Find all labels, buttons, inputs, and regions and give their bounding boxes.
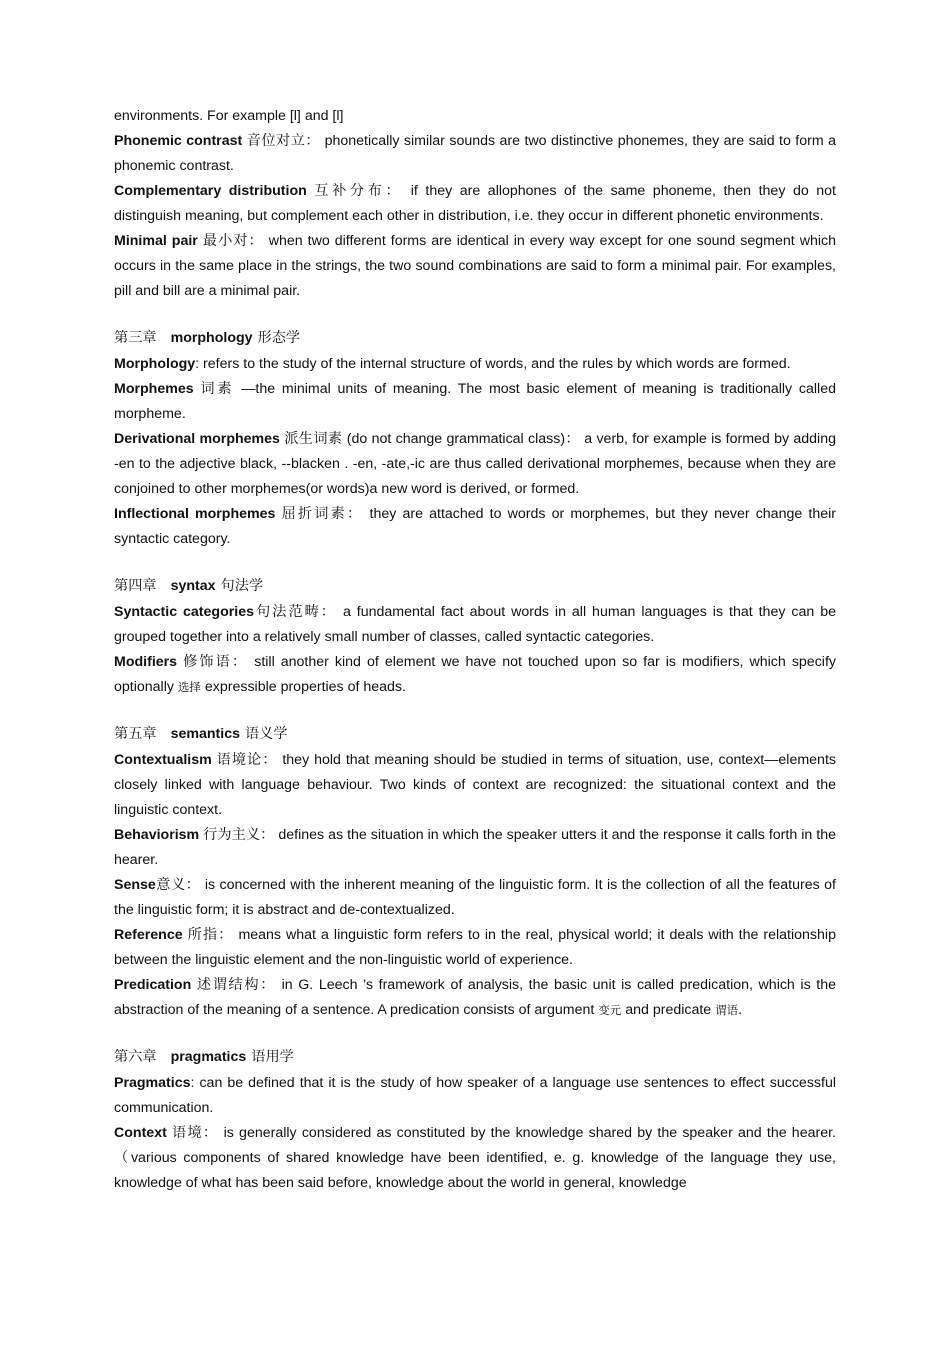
term: Minimal pair	[114, 233, 198, 249]
entry-morphology	[114, 352, 836, 377]
definition: still another kind of element we have not touched upon so far is modifiers, which specify optionally	[114, 654, 836, 695]
definition: : refers to the study of the internal structure of words, and the rules by which words are formed.	[195, 356, 791, 372]
chapter-title-en: morphology	[170, 330, 253, 346]
term-zh: 派生词素	[284, 431, 343, 447]
entry-modifiers	[114, 650, 836, 700]
entry-pragmatics	[114, 1071, 836, 1121]
term: Modifiers	[114, 654, 178, 670]
term: Morphology	[114, 356, 196, 372]
term-zh: 语境：	[172, 1125, 219, 1141]
term-zh: 修饰语：	[183, 654, 249, 670]
term-zh: 语境论：	[216, 752, 278, 768]
chapter-heading-5	[114, 722, 836, 747]
definition: if they are allophones of the same phoneme, then they do not distinguish meaning, but complement each other in distribution, i.e. they occur in different phonetic environments.	[114, 183, 836, 224]
term-zh: 述谓结构：	[196, 977, 277, 993]
definition-end: .	[738, 1002, 743, 1018]
entry-context	[114, 1121, 836, 1196]
definition: is generally considered as constituted by the knowledge shared by the speaker and the hearer.（various components of shared knowledge have been identified, e. g. knowledge of the language they use, knowledge of what has been said before, knowledge about the world in general, knowledge	[114, 1125, 836, 1191]
entry-contextualism	[114, 748, 836, 823]
chapter-title-zh: 语用学	[251, 1049, 294, 1065]
term: Syntactic categories	[114, 604, 255, 620]
definition: phonetically similar sounds are two distinctive phonemes, they are said to form a phonemic contrast.	[114, 133, 837, 174]
term-zh: 词素	[200, 381, 235, 397]
chapter-title-zh: 语义学	[244, 726, 288, 742]
chapter-title-en: semantics	[170, 726, 240, 742]
definition: they hold that meaning should be studied in terms of situation, use, context—elements closely linked with language behaviour. Two kinds of context are recognized: the situational context and the linguistic context.	[114, 752, 836, 818]
term: Phonemic contrast	[114, 133, 243, 149]
definition-continued: expressible properties of heads.	[204, 679, 406, 695]
term-zh: 屈折词素：	[281, 506, 364, 522]
term: Derivational morphemes	[114, 431, 280, 447]
entry-minimal-pair	[114, 229, 836, 304]
term-zh: 互补分布：	[314, 183, 404, 199]
term: Context	[114, 1125, 167, 1141]
entry-behaviorism	[114, 823, 836, 873]
term: Morphemes	[114, 381, 194, 397]
entry-phonemic-contrast	[114, 129, 836, 179]
chapter-heading-6	[114, 1045, 836, 1070]
term-zh: 最小对：	[202, 233, 264, 249]
definition: (do not change grammatical class)： a verb, for example is formed by adding -en to the adjective black, --blacken . -en, -ate,-ic are thus called derivational morphemes, because when they are conjoined to other morphemes(or words)a new word is derived, or formed.	[114, 431, 836, 497]
chapter-number: 第六章	[114, 1049, 157, 1065]
term: Reference	[114, 927, 183, 943]
definition: —the minimal units of meaning. The most basic element of meaning is traditionally called morpheme.	[114, 381, 836, 422]
chapter-title-zh: 形态学	[257, 330, 301, 346]
term: Inflectional morphemes	[114, 506, 276, 522]
entry-sense	[114, 873, 836, 923]
definition: means what a linguistic form refers to in the real, physical world; it deals with the relationship between the linguistic element and the non-linguistic world of experience.	[114, 927, 836, 968]
intro-line: environments. For example [l] and [l]	[114, 108, 344, 124]
entry-inflectional-morphemes	[114, 502, 836, 552]
inline-zh-predicate: 谓语	[715, 1003, 739, 1017]
term: Pragmatics	[114, 1075, 191, 1091]
chapter-number: 第四章	[114, 578, 157, 594]
chapter-heading-3	[114, 326, 836, 351]
definition: is concerned with the inherent meaning of the linguistic form. It is the collection of all the features of the linguistic form; it is abstract and de-contextualized.	[114, 877, 836, 918]
document-page	[114, 104, 836, 1196]
chapter-title-zh: 句法学	[220, 578, 264, 594]
term-zh: 句法范畴：	[254, 604, 338, 620]
term: Sense	[114, 877, 156, 893]
chapter-number: 第三章	[114, 330, 157, 346]
entry-morphemes	[114, 377, 836, 427]
term-zh: 意义：	[155, 877, 201, 893]
definition: defines as the situation in which the speaker utters it and the response it calls forth in the hearer.	[114, 827, 836, 868]
term-zh: 所指：	[187, 927, 234, 943]
term-zh: 行为主义：	[203, 827, 275, 843]
definition-mid: and predicate	[625, 1002, 712, 1018]
chapter-number: 第五章	[114, 726, 157, 742]
definition: they are attached to words or morphemes, but they never change their syntactic category.	[114, 506, 836, 547]
chapter-heading-4	[114, 574, 836, 599]
entry-reference	[114, 923, 836, 973]
entry-predication	[114, 973, 836, 1023]
term: Contextualism	[114, 752, 212, 768]
term: Complementary distribution	[114, 183, 307, 199]
chapter-title-en: pragmatics	[170, 1049, 247, 1065]
entry-syntactic-categories	[114, 600, 836, 650]
entry-complementary-distribution	[114, 179, 836, 229]
definition: in G. Leech ’s framework of analysis, the basic unit is called predication, which is the abstraction of the meaning of a sentence. A predication consists of argument	[114, 977, 836, 1018]
entry-derivational-morphemes	[114, 427, 836, 502]
inline-zh-note: 选择	[177, 680, 201, 694]
inline-zh-argument: 变元	[598, 1003, 622, 1017]
term: Predication	[114, 977, 192, 993]
definition: when two different forms are identical in every way except for one sound segment which occurs in the same place in the strings, the two sound combinations are said to form a minimal pair. For examples, pill and bill are a minimal pair.	[114, 233, 836, 299]
chapter-title-en: syntax	[170, 578, 216, 594]
definition: : can be defined that it is the study of how speaker of a language use sentences to effect successful communication.	[114, 1075, 836, 1116]
definition: a fundamental fact about words in all human languages is that they can be grouped together into a relatively small number of classes, called syntactic categories.	[114, 604, 836, 645]
term-zh: 音位对立：	[246, 133, 321, 149]
term: Behaviorism	[114, 827, 200, 843]
